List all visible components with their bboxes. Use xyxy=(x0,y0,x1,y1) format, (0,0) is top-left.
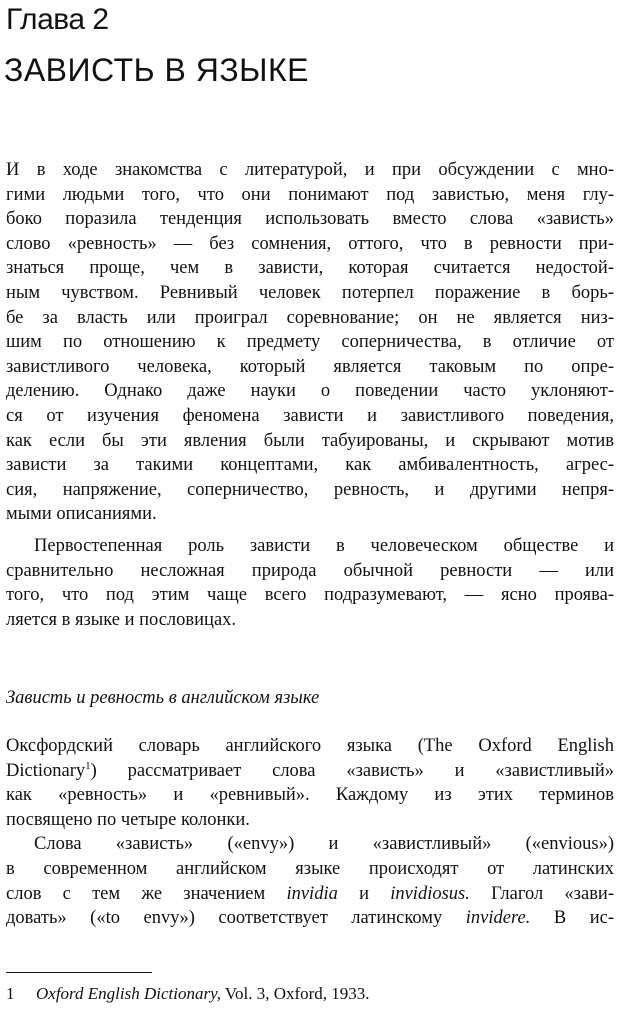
footnote-ref: 1 xyxy=(85,759,91,772)
paragraph-2 xyxy=(6,534,614,632)
text-line: И в ходе знакомства с литературой, и при обсуждении с мно- xyxy=(6,160,614,180)
text-line: Dictionary$^1$) рассматривает слова «зависть» и «завистливый» xyxy=(6,759,614,781)
paragraph-1 xyxy=(6,158,614,527)
section-subheading: Зависть и ревность в английском языке xyxy=(6,688,320,708)
footnote-details: Vol. 3, Oxford, 1933. xyxy=(220,984,370,1003)
text-line: довать» («to envy») соответствует латинскому invidere. В ис- xyxy=(6,908,614,929)
text-line: знаться проще, чем в зависти, которая считается недостой- xyxy=(6,258,614,279)
text-line: как если бы эти явления были табуированы, и скрывают мотив xyxy=(6,430,614,451)
paragraph-4-text xyxy=(6,832,614,930)
text-line: гими людьми того, что они понимают под завистью, меня глу- xyxy=(6,184,614,205)
text-line: сия, напряжение, соперничество, ревность, и другими непря- xyxy=(6,479,614,500)
text-line: Первостепенная роль зависти в человеческом обществе и xyxy=(34,536,614,556)
chapter-title: ЗАВИСТЬ В ЯЗЫКЕ xyxy=(4,52,309,88)
footnote-number: 1 xyxy=(6,984,15,1003)
text-line: ляется в языке и пословицах. xyxy=(6,609,237,630)
text-line: зависти за такими концептами, как амбивалентность, агрес- xyxy=(6,455,614,476)
chapter-label: Глава 2 xyxy=(6,3,109,36)
text-line: ным чувством. Ревнивый человек потерпел поражение в борь- xyxy=(6,282,614,303)
text-line: слов с тем же значением invidia и invidiosus. Глагол «зави- xyxy=(6,883,614,904)
text-line: слово «ревность» — без сомнения, оттого, что в ревности при- xyxy=(6,233,614,254)
text-line: завистливого человека, который является таковым по опре- xyxy=(6,356,614,377)
text-line: как «ревность» и «ревнивый». Каждому из этих терминов xyxy=(6,785,614,806)
text-line: Слова «зависть» («envy») и «завистливый» («envious») xyxy=(34,834,614,855)
paragraph-1-text xyxy=(6,158,614,527)
text-line: того, что под этим чаще всего подразумевают, — ясно проява- xyxy=(6,585,614,606)
paragraph-2-text xyxy=(6,534,614,632)
text-line: бе за власть или проиграл соревнование; он не является низ- xyxy=(6,307,614,328)
paragraph-3-4 xyxy=(6,734,614,931)
footnote xyxy=(6,984,370,1004)
footnote-divider xyxy=(6,972,152,973)
text-line: мыми описаниями. xyxy=(6,504,157,525)
text-line: делению. Однако даже науки о поведении часто уклоняют- xyxy=(6,381,614,402)
text-line: ся от изучения феномена зависти и завистливого поведения, xyxy=(6,405,614,426)
text-line: в современном английском языке происходят от латинских xyxy=(6,858,614,879)
text-line: шим по отношению к предмету соперничества, в отличие от xyxy=(6,332,614,353)
footnote-source: Oxford English Dictionary, xyxy=(36,984,221,1003)
text-line: сравнительно несложная природа обычной ревности — или xyxy=(6,560,614,581)
text-line: посвящено по четыре колонки. xyxy=(6,809,250,830)
text-line: Оксфордский словарь английского языка (The Oxford English xyxy=(6,736,614,756)
paragraph-3-text xyxy=(6,734,614,832)
text-line: боко поразила тенденция использовать вместо слова «зависть» xyxy=(6,209,614,230)
